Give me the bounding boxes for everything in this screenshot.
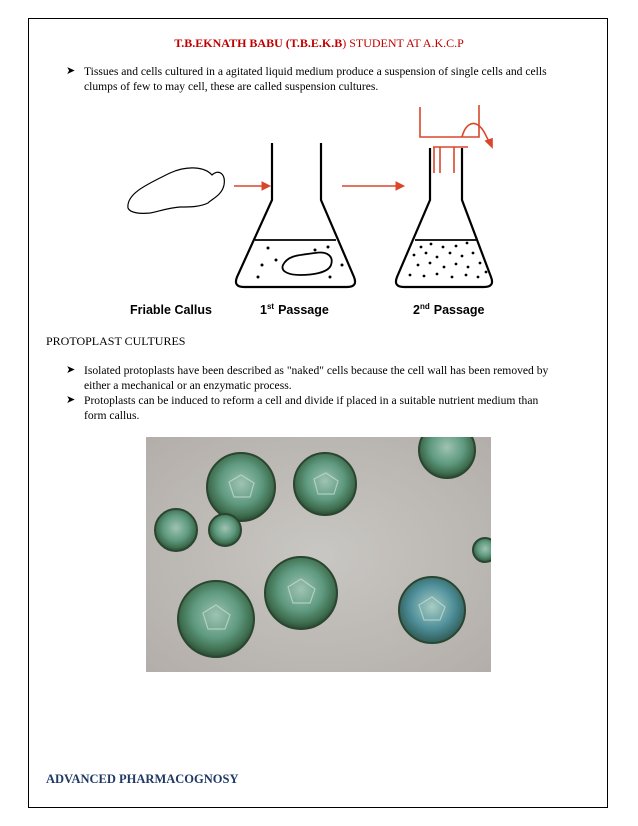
protoplast-micrograph xyxy=(146,437,491,672)
suspension-culture-diagram xyxy=(0,95,638,325)
list-item xyxy=(66,393,590,423)
bullet-text-line: either a mechanical or an enzymatic process. xyxy=(84,379,292,392)
caption-second-passage: 2nd $_{Passage}$ xyxy=(413,302,485,317)
arrow-icon xyxy=(342,182,404,190)
cell-dots-second xyxy=(409,242,488,279)
caption-first-passage: 1st $_{Passage}$ xyxy=(260,302,329,317)
bullet-text-line: Tissues and cells cultured in a agitated liquid medium produce a suspension of single cells and cells xyxy=(84,65,547,78)
bullet-text-line: Isolated protoplasts have been described as "naked" cells because the cell wall has been removed by xyxy=(84,364,549,377)
page-footer: ADVANCED PHARMACOGNOSY xyxy=(46,772,239,786)
bullet-text-line: Protoplasts can be induced to reform a cell and divide if placed in a suitable nutrient medium than xyxy=(84,394,539,407)
arrow-bullet-icon: ➤ xyxy=(66,65,76,77)
protoplast-bullet-list xyxy=(66,363,590,423)
list-item xyxy=(66,64,590,94)
cell-dots-first xyxy=(257,246,344,279)
flask-first-passage xyxy=(236,143,355,287)
list-item xyxy=(66,363,590,393)
friable-callus-shape xyxy=(128,168,224,213)
bullet-text-line: form callus. xyxy=(84,409,140,422)
arrow-icon xyxy=(234,182,270,190)
page-header xyxy=(0,36,638,51)
section-title-protoplast: PROTOPLAST CULTURES xyxy=(46,334,186,348)
callus-in-flask xyxy=(282,253,331,275)
arrow-bullet-icon: ➤ xyxy=(66,364,76,376)
bullet-text-line: clumps of few to may cell, these are called suspension cultures. xyxy=(84,80,379,93)
caption-friable-callus: Friable Callus xyxy=(130,303,212,317)
suspension-bullet-list xyxy=(66,64,590,94)
header-author: T.B.EKNATH BABU (T.B.E.K.B xyxy=(174,36,343,50)
arrow-bullet-icon: ➤ xyxy=(66,394,76,406)
header-affiliation: ) STUDENT AT A.K.C.P xyxy=(342,36,464,50)
